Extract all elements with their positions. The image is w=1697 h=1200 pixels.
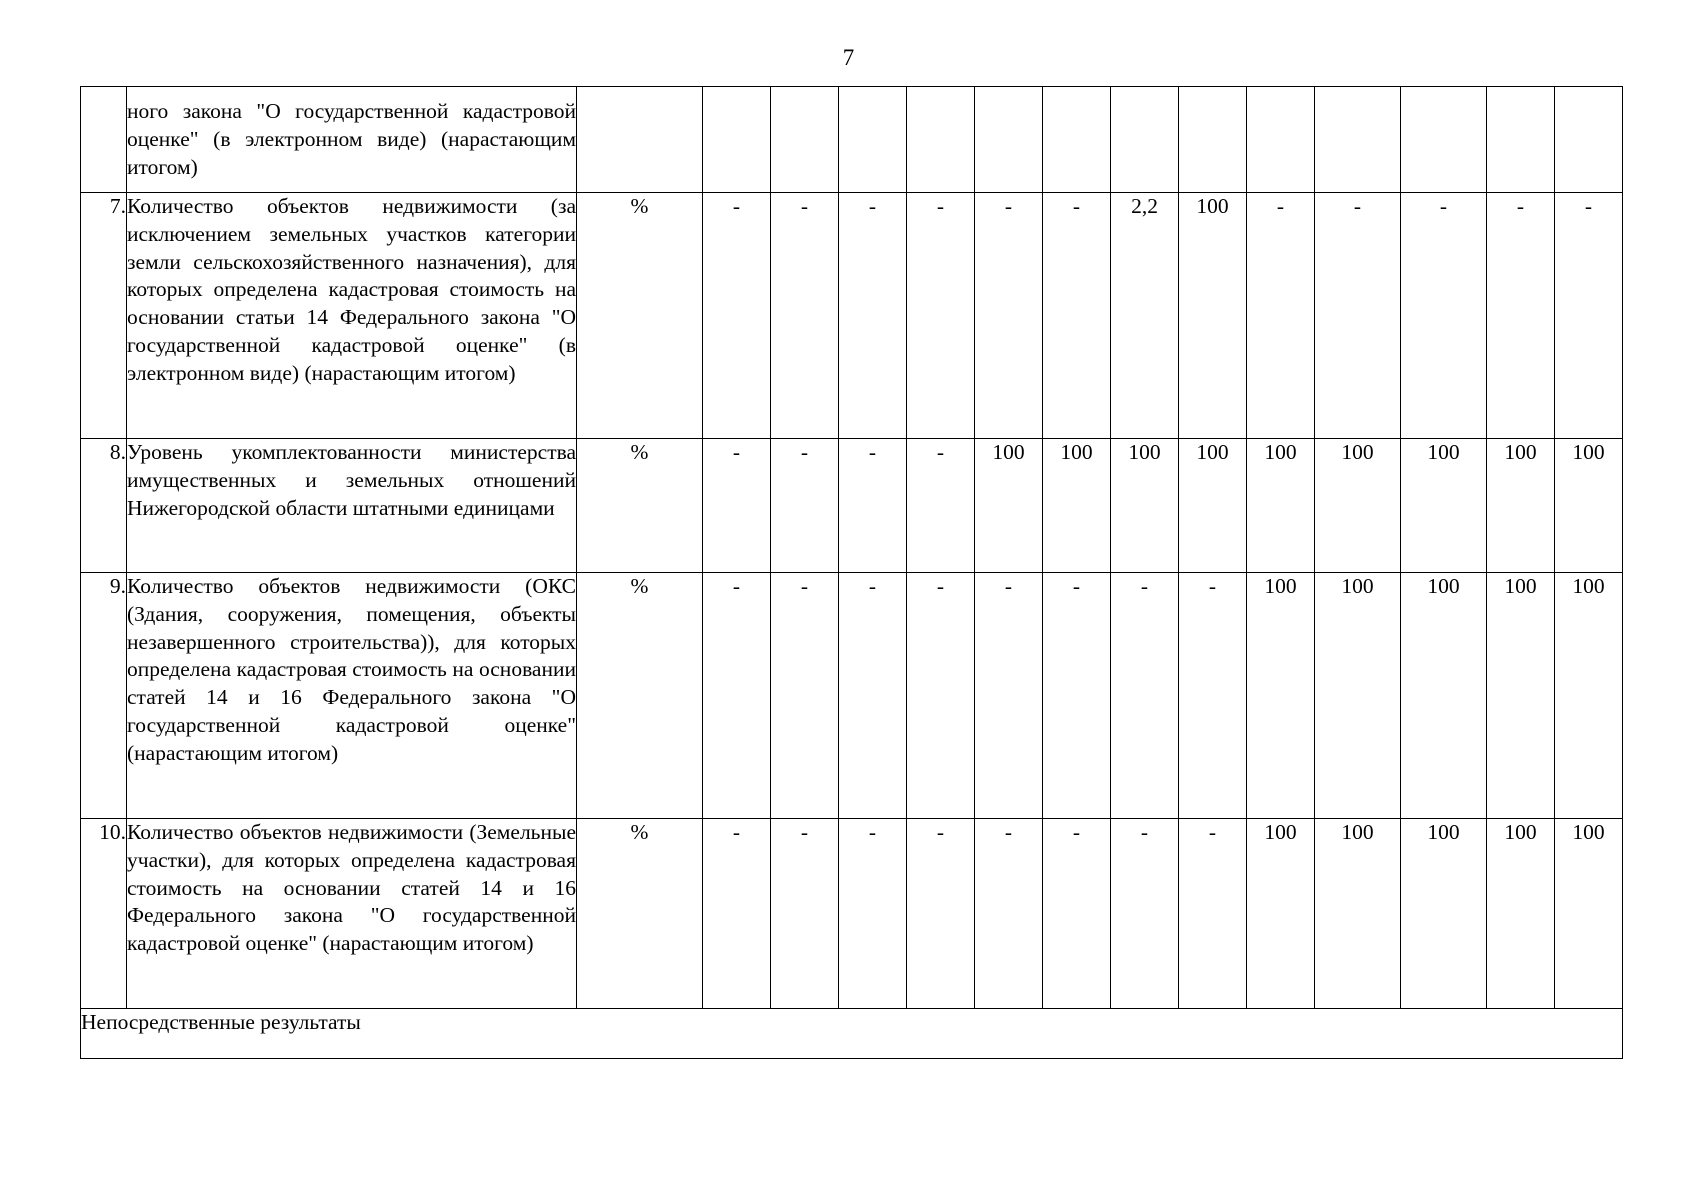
value-cell — [771, 87, 839, 193]
table-row — [81, 819, 1623, 1009]
indicator-name: Количество объектов недвижимости (ОКС (Здания, сооружения, помещения, объекты незавершенного строительства)), для которых определена кадастровая стоимость на основании статей 14 и 16 Федерального закона "О государственной кадастровой оценке" (нарастающим итогом) — [127, 573, 577, 819]
unit-cell: % — [577, 439, 703, 573]
section-row — [81, 1009, 1623, 1059]
value-cell: - — [839, 819, 907, 1009]
value-cell: - — [1487, 193, 1555, 439]
value-cell: - — [771, 193, 839, 439]
value-cell: - — [1315, 193, 1401, 439]
value-cell: - — [1111, 819, 1179, 1009]
value-cell: 100 — [1315, 819, 1401, 1009]
row-number: 10. — [81, 819, 127, 1009]
value-cell: - — [1555, 193, 1623, 439]
unit-cell: % — [577, 573, 703, 819]
unit-cell: % — [577, 193, 703, 439]
value-cell: - — [975, 819, 1043, 1009]
value-cell: 100 — [1487, 573, 1555, 819]
value-cell — [975, 87, 1043, 193]
value-cell: - — [839, 573, 907, 819]
value-cell — [703, 87, 771, 193]
unit-cell — [577, 87, 703, 193]
value-cell: 2,2 — [1111, 193, 1179, 439]
value-cell: 100 — [1247, 573, 1315, 819]
value-cell — [1043, 87, 1111, 193]
value-cell — [1111, 87, 1179, 193]
value-cell: - — [703, 439, 771, 573]
value-cell: 100 — [1247, 439, 1315, 573]
value-cell: 100 — [1315, 573, 1401, 819]
value-cell: - — [703, 819, 771, 1009]
value-cell: 100 — [1247, 819, 1315, 1009]
value-cell — [1179, 87, 1247, 193]
indicator-name: ного закона "О государственной кадастровой оценке" (в электронном виде) (нарастающим итогом) — [127, 87, 577, 193]
value-cell: - — [1179, 819, 1247, 1009]
value-cell — [839, 87, 907, 193]
value-cell — [1487, 87, 1555, 193]
value-cell: - — [703, 193, 771, 439]
indicators-table — [80, 86, 1623, 1059]
value-cell: - — [907, 193, 975, 439]
indicator-name: Количество объектов недвижимости (Земельные участки), для которых определена кадастровая стоимость на основании статей 14 и 16 Федерального закона "О государственной кадастровой оценке" (нарастающим итогом) — [127, 819, 577, 1009]
value-cell: 100 — [1043, 439, 1111, 573]
value-cell: - — [839, 439, 907, 573]
value-cell: - — [771, 573, 839, 819]
row-number: 8. — [81, 439, 127, 573]
value-cell: 100 — [1401, 819, 1487, 1009]
value-cell: 100 — [1179, 439, 1247, 573]
value-cell: 100 — [1401, 573, 1487, 819]
value-cell: 100 — [1487, 819, 1555, 1009]
value-cell: - — [1043, 193, 1111, 439]
value-cell: 100 — [1179, 193, 1247, 439]
table-row — [81, 87, 1623, 193]
unit-cell: % — [577, 819, 703, 1009]
value-cell — [1247, 87, 1315, 193]
value-cell: 100 — [975, 439, 1043, 573]
value-cell: 100 — [1315, 439, 1401, 573]
indicator-name: Количество объектов недвижимости (за исключением земельных участков категории земли сельскохозяйственного назначения), для которых определена кадастровая стоимость на основании статьи 14 Федерального закона "О государственной кадастровой оценке" (в электронном виде) (нарастающим итогом) — [127, 193, 577, 439]
value-cell: - — [975, 573, 1043, 819]
value-cell: - — [1043, 819, 1111, 1009]
value-cell: 100 — [1487, 439, 1555, 573]
table-row — [81, 573, 1623, 819]
value-cell — [907, 87, 975, 193]
value-cell: - — [1111, 573, 1179, 819]
value-cell: - — [907, 819, 975, 1009]
value-cell: 100 — [1111, 439, 1179, 573]
value-cell: - — [839, 193, 907, 439]
value-cell: 100 — [1555, 573, 1623, 819]
value-cell — [1315, 87, 1401, 193]
value-cell: - — [1179, 573, 1247, 819]
value-cell — [1555, 87, 1623, 193]
section-label: Непосредственные результаты — [81, 1009, 1623, 1059]
row-number: 9. — [81, 573, 127, 819]
row-number: 7. — [81, 193, 127, 439]
value-cell: 100 — [1555, 819, 1623, 1009]
value-cell — [1401, 87, 1487, 193]
value-cell: - — [1247, 193, 1315, 439]
value-cell: - — [1401, 193, 1487, 439]
value-cell: 100 — [1555, 439, 1623, 573]
value-cell: - — [703, 573, 771, 819]
row-number — [81, 87, 127, 193]
value-cell: - — [907, 573, 975, 819]
table-row — [81, 439, 1623, 573]
value-cell: - — [975, 193, 1043, 439]
value-cell: - — [1043, 573, 1111, 819]
value-cell: - — [907, 439, 975, 573]
table-row — [81, 193, 1623, 439]
value-cell: 100 — [1401, 439, 1487, 573]
value-cell: - — [771, 439, 839, 573]
value-cell: - — [771, 819, 839, 1009]
indicator-name: Уровень укомплектованности министерства имущественных и земельных отношений Нижегородской области штатными единицами — [127, 439, 577, 573]
page-number: 7 — [842, 45, 855, 70]
